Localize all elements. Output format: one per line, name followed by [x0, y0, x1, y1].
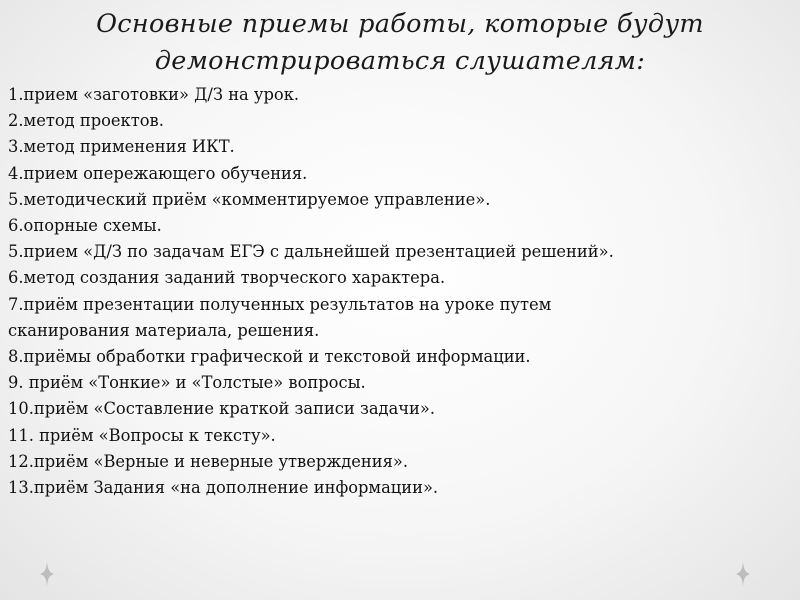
list-item: 12.приём «Верные и неверные утверждения». — [8, 451, 409, 471]
list-item: 7.приём презентации полученных результатов на уроке путем — [8, 294, 552, 314]
list-item: 1.прием «заготовки» Д/З на урок. — [8, 85, 300, 104]
list-item: 6.метод создания заданий творческого характера. — [8, 268, 446, 288]
list-item: 8.приёмы обработки графической и текстовой информации. — [8, 347, 531, 367]
list-item: 5.прием «Д/З по задачам ЕГЭ с дальнейшей презентацией решений». — [8, 242, 614, 262]
list-item: 11. приём «Вопросы к тексту». — [8, 425, 276, 445]
list-item: 13.приём Задания «на дополнение информации». — [8, 478, 439, 498]
list-item: 6.опорные схемы. — [8, 216, 162, 236]
sparkle-ornament-icon — [40, 562, 54, 586]
list-item: 2.метод проектов. — [8, 111, 164, 131]
list-item: 10.приём «Составление краткой записи задачи». — [8, 399, 436, 419]
slide-title — [20, 6, 780, 80]
list-item: 9. приём «Тонкие» и «Толстые» вопросы. — [8, 373, 366, 393]
techniques-list — [8, 82, 793, 501]
list-item: 4.прием опережающего обучения. — [8, 163, 308, 183]
list-item: 5.методический приём «комментируемое управление». — [8, 189, 491, 209]
list-item: сканирования материала, решения. — [8, 320, 320, 340]
slide-title-line-2: демонстрироваться слушателям: — [154, 46, 646, 76]
sparkle-ornament-icon — [736, 562, 750, 586]
slide-title-line-1: Основные приемы работы, которые будут — [96, 9, 704, 39]
list-item: 3.метод применения ИКТ. — [8, 137, 235, 157]
